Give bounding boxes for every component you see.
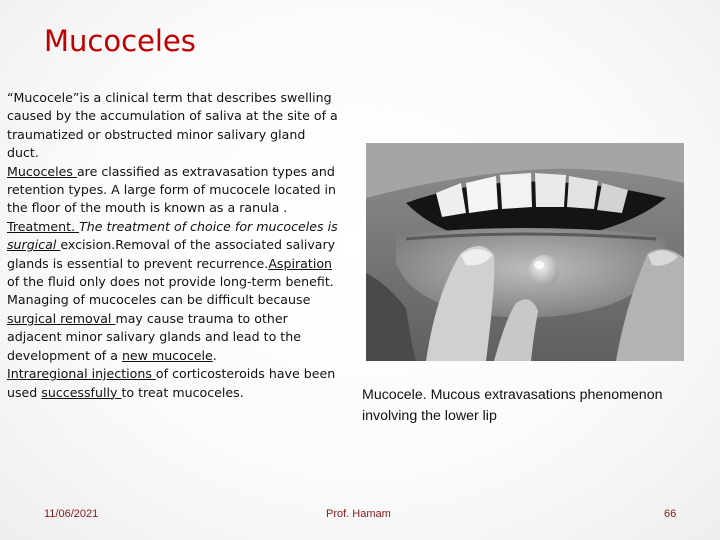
treatment-label: Treatment.	[7, 218, 80, 234]
text-fragment: .	[212, 347, 217, 363]
paragraph-conclusion: to treat mucoceles.	[121, 384, 244, 400]
paragraph-aspiration: of the fluid only does not provide long-term benefit.	[7, 274, 334, 290]
paragraph-trauma: may cause trauma to other adjacent minor salivary glands and lead to the development of a	[7, 310, 301, 363]
treatment-italic: The treatment of choice for mucoceles is	[79, 218, 338, 234]
footer-date: 11/06/2021	[44, 508, 99, 520]
paragraph-managing: Managing of mucoceles can be difficult because	[7, 292, 311, 308]
surgical-removal-underlined: surgical removal	[7, 310, 116, 326]
slide-title: Mucoceles	[44, 24, 196, 58]
surgical-underlined: surgical	[7, 237, 61, 253]
footer-page-number: 66	[664, 508, 677, 520]
successfully-underlined: successfully	[41, 384, 122, 400]
footer-author: Prof. Hamam	[326, 508, 391, 520]
mucoceles-underlined: Mucoceles	[7, 163, 77, 179]
clinical-photo	[366, 143, 684, 361]
paragraph-classification: are classified as extravasation types and retention types. A large form of mucocele located in the floor of the mouth is known as a ranula .	[7, 163, 336, 216]
paragraph-treatment: excision.Removal of the associated salivary glands is essential to prevent recurrence.	[7, 237, 336, 271]
paragraph-definition: “Mucocele”is a clinical term that describes swelling caused by the accumulation of saliva at the site of a traumatized or obstructed minor salivary gland duct.	[7, 90, 338, 161]
new-mucocele-underlined: new mucocele	[121, 347, 213, 363]
figure-caption: Mucocele. Mucous extravasations phenomenon involving the lower lip	[362, 387, 663, 424]
intraregional-injections-underlined: Intraregional injections	[7, 366, 156, 382]
lower-lip-mucocele-photo	[366, 143, 684, 361]
body-text	[7, 89, 339, 402]
paragraph-corticosteroids: of corticosteroids have been used	[7, 366, 336, 400]
aspiration-underlined: Aspiration	[268, 255, 333, 271]
